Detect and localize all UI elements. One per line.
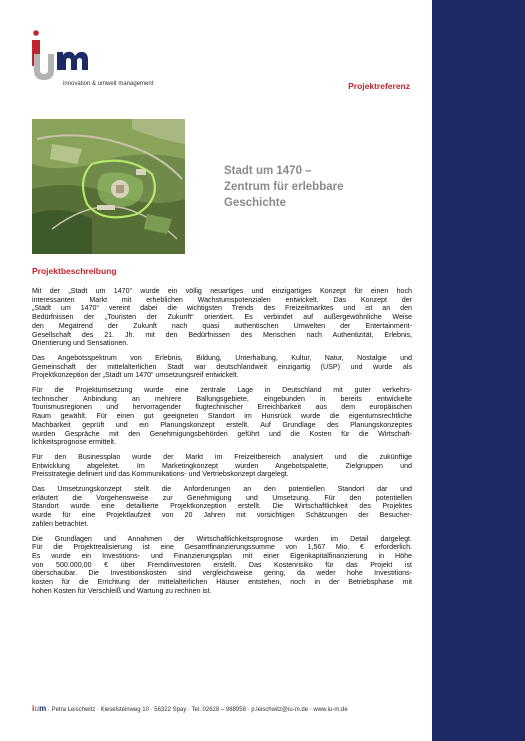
text-line: lichkeitsprognose ermittelt.: [32, 438, 116, 447]
paragraph: [32, 535, 412, 596]
text-line: Für die Projektrealisierung ist eine Gesamtfinanzierungssumme von 1,567 Mio. € erforderlich.: [32, 543, 412, 552]
paragraph: [32, 453, 412, 479]
paragraph: [32, 485, 412, 529]
text-line: überschaubar. Die Investitionskosten sind vergleichsweise gering, da weder hohe Investitions-: [32, 569, 412, 578]
text-line: Machbarkeit geprüft und ein Planungskonzept erstellt. Auf Grundlage des Planungskonzeptes: [32, 420, 412, 429]
text-line: wurden Gespräche mit den Genehmigungsbehörden geführt und die Kosten für die Wirtschaft-: [32, 429, 412, 438]
text-line: kosten für die Errichtung der mittelalterlichen Häuser entstehen, noch in der Betriebsphase mit: [32, 578, 412, 587]
logo-tagline: innovation & umwelt management: [63, 81, 154, 87]
text-line: Es wurde ein Investitions- und Finanzierungsplan mit einer Eigenkapitalfinanzierung in Höhe: [32, 551, 412, 560]
project-reference-label: Projektreferenz: [348, 81, 410, 91]
title-line: Stadt um 1470 –: [224, 165, 312, 177]
text-line: Die Grundlagen und Annahmen der Wirtschaftlichkeitsprognose wurden im Detail dargelegt.: [32, 534, 412, 543]
footer-logo: ium: [32, 704, 47, 713]
text-line: Gemeinschaft der mittelalterlichen Stadt war deutschlandweit einzigartig (USP) und wurde als: [32, 362, 412, 371]
text-line: Gesellschaft des 21. Jh. mit den Bedürfnissen des Menschen nach Authentizität, Erlebnis,: [32, 330, 412, 339]
text-line: Für den Businessplan wurde der Markt im Freizeitbereich analysiert und die zukünftige: [32, 452, 412, 461]
section-heading: Projektbeschreibung: [32, 266, 117, 276]
text-line: Standort wurde eine detaillierte Projektkonzeption erstellt. Die Wirtschaftlichkeit des Projektes: [32, 502, 412, 511]
text-line: Für die Projektumsetzung wurde eine zentrale Lage in Deutschland mit guter verkehrs-: [32, 386, 412, 395]
text-line: „Stadt um 1470“ vereint dabei die wichtigsten Trends des Freizeitmarktes und ist an den: [32, 304, 412, 313]
paragraph: [32, 287, 412, 348]
text-line: erläutert die Vorgehensweise zur Genehmigung und Umsetzung. Für den potentiellen: [32, 493, 412, 502]
ium-logo: [30, 30, 180, 90]
paragraph: [32, 386, 412, 447]
text-line: Entwicklung abgeleitet. Im Marketingkonzept wurden Angebotspalette, Zielgruppen und: [32, 461, 412, 470]
text-line: technischer Anbindung an mehrere Ballungsgebiete, eingebunden in bereits entwickelte: [32, 394, 412, 403]
text-line: den Megatrend der Zukunft nach quasi authentischen Umwelten der Entertainment-: [32, 321, 412, 330]
text-line: Mit der „Stadt um 1470“ wurde ein völlig neuartiges und einzigartiges Konzept für einen hoch: [32, 287, 412, 295]
text-line: interessanten Markt mit erheblichen Wachstumspotenzialen entwickelt. Das Konzept der: [32, 295, 412, 304]
text-line: zahlen betrachtet.: [32, 519, 89, 528]
project-description: [32, 287, 412, 602]
text-line: Das Umsetzungskonzept stellt die Anforderungen an den potentiellen Standort dar und: [32, 485, 412, 494]
text-line: von 500.000,00 € über Fremdinvestoren erstellt. Das Kostenrisiko für das Projekt ist: [32, 560, 412, 569]
project-title: [224, 163, 414, 211]
text-line: Tourismusregionen und hervorragender flugtechnischer Erreichbarkeit aus dem europäischen: [32, 403, 412, 412]
ium-logo-icon: [30, 30, 90, 82]
title-line: Geschichte: [224, 197, 286, 209]
title-line: Zentrum für erlebbare: [224, 181, 344, 193]
footer: [32, 704, 427, 713]
text-line: Orientierung und Sensationen.: [32, 339, 129, 348]
text-line: Raum gewählt. Für einen gut geeigneten Standort im Hunsrück wurde die eigentumsrechtliche: [32, 412, 412, 421]
text-line: wurde für eine Projektlaufzeit von 20 Jahren mit vorsichtigen Schätzungen der Besucher-: [32, 511, 412, 520]
text-line: hohen Kosten für Verschleiß und Wartung zu rechnen ist.: [32, 586, 212, 595]
aerial-site-photo: [32, 119, 185, 254]
paragraph: [32, 354, 412, 380]
text-line: Projektkonzeption der „Stadt um 1470“ umsetzungsreif entwickelt.: [32, 371, 239, 380]
text-line: Bedürfnissen der „Touristen der Zukunft“ orientiert. Es verbindet auf außergewöhnliche Weise: [32, 313, 412, 322]
text-line: Das Angebotsspektrum von Erlebnis, Bildung, Unterhaltung, Kultur, Natur, Nostalgie und: [32, 353, 412, 362]
footer-contact: · Petra Leischwitz · Kieselsteinweg 10 · 56322 Spay · Tel. 02628 – 988958 · p.leischwitz@iu-m.de · www.iu-m.de: [46, 707, 348, 713]
text-line: Preisstrategie definiert und das Kommunikations- und Vertriebskonzept dargelegt.: [32, 470, 289, 479]
navy-sidebar-band: [432, 0, 525, 741]
